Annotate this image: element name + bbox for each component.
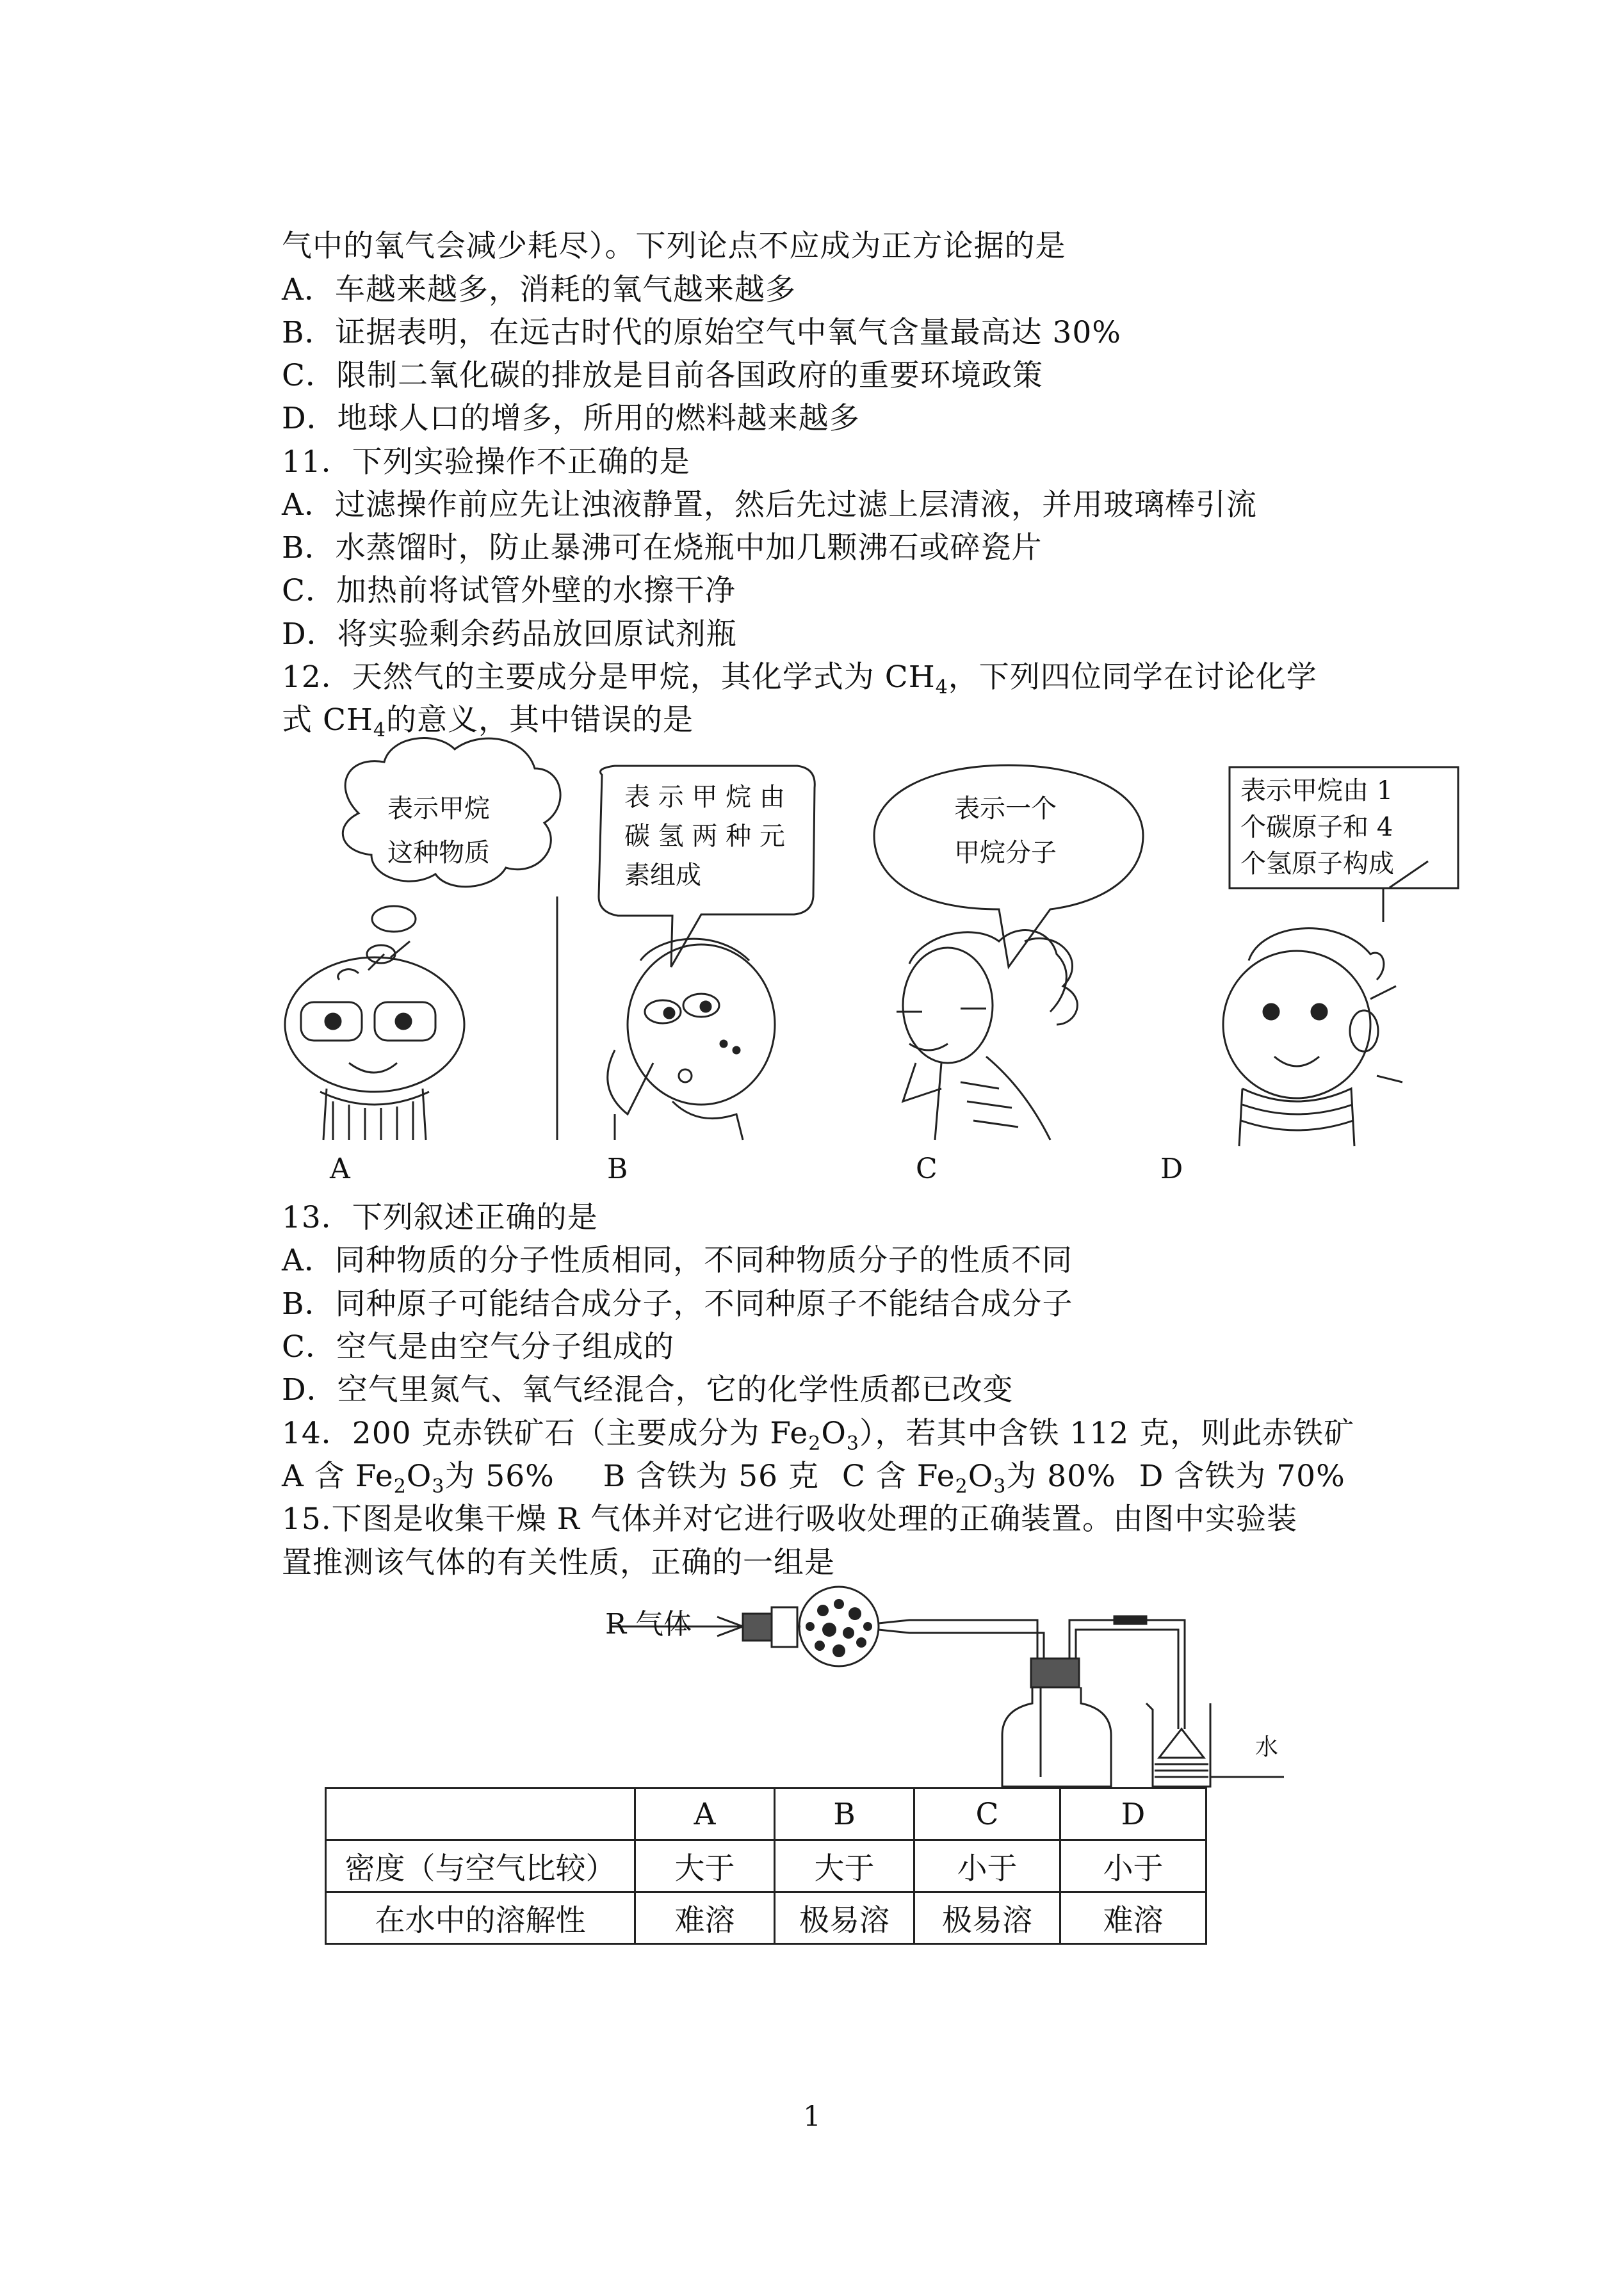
option-label-c: C xyxy=(916,1153,938,1185)
stopper xyxy=(1031,1658,1079,1687)
option-label-b: B xyxy=(607,1153,628,1185)
bubble-d-line1: 表示甲烷由 1 xyxy=(1240,776,1393,806)
text-line: 气中的氧气会减少耗尽）。下列论点不应成为正方论据的是 xyxy=(282,229,1066,264)
table-cell: B xyxy=(775,1788,914,1840)
gas-label: R 气体 xyxy=(605,1608,692,1641)
table-header-row xyxy=(326,1788,1206,1840)
text-line: C．限制二氧化碳的排放是目前各国政府的重要环境政策 xyxy=(282,358,1043,393)
text-line: D．将实验剩余药品放回原试剂瓶 xyxy=(282,617,737,652)
table-cell: C xyxy=(914,1788,1060,1840)
text-line: D．地球人口的增多，所用的燃料越来越多 xyxy=(282,401,860,436)
cartoon-boy-d xyxy=(1223,929,1402,1146)
question-12-line1: 12．天然气的主要成分是甲烷，其化学式为 $CH_4$，下列四位同学在讨论化学 xyxy=(282,660,1317,699)
text-line: D．空气里氮气、氧气经混合，它的化学性质都已改变 xyxy=(282,1372,1014,1407)
table-cell: 大于 xyxy=(635,1840,775,1892)
text-line: 11．下列实验操作不正确的是 xyxy=(282,444,690,480)
thought-dot xyxy=(367,945,395,963)
cartoon-boy-b xyxy=(608,939,775,1140)
question-14-line1: 14．200 克赤铁矿石（主要成分为 $Fe_2O_3$），若其中含铁 112 克，则此赤铁矿 xyxy=(282,1416,1355,1455)
text-line: A．同种物质的分子性质相同，不同种物质分子的性质不同 xyxy=(282,1243,1073,1278)
collection-bottle xyxy=(1002,1687,1111,1787)
table-cell: A xyxy=(635,1788,775,1840)
table-cell: D xyxy=(1060,1788,1206,1840)
text-line: A．车越来越多，消耗的氧气越来越多 xyxy=(282,272,796,307)
table-cell: 小于 xyxy=(1060,1840,1206,1892)
bubble-d-line3: 个氢原子构成 xyxy=(1240,849,1394,879)
table-cell: 在水中的溶解性 xyxy=(326,1892,635,1944)
text-line: B．同种原子可能结合成分子，不同种原子不能结合成分子 xyxy=(282,1286,1073,1322)
text-line: B．证据表明，在远古时代的原始空气中氧气含量最高达 30% xyxy=(282,315,1121,350)
text-line: B．水蒸馏时，防止暴沸可在烧瓶中加几颗沸石或碎瓷片 xyxy=(282,530,1043,565)
page-number: 1 xyxy=(803,2100,821,2133)
bubble-b-line2: 碳 氢 两 种 元 xyxy=(624,822,785,851)
table-cell: 极易溶 xyxy=(775,1892,914,1944)
drying-bulb xyxy=(799,1587,879,1666)
text-line: 13．下列叙述正确的是 xyxy=(282,1200,598,1235)
water-label: 水 xyxy=(1255,1734,1279,1760)
text-line: 置推测该气体的有关性质，正确的一组是 xyxy=(282,1545,835,1580)
bubble-c-line2: 甲烷分子 xyxy=(954,838,1057,868)
gas-properties-table xyxy=(325,1787,1207,1945)
table-row xyxy=(326,1840,1206,1892)
beaker xyxy=(1146,1703,1210,1787)
table-cell xyxy=(326,1788,635,1840)
text-line: C．空气是由空气分子组成的 xyxy=(282,1329,674,1365)
question-12-line2: 式 $CH_4$的意义，其中错误的是 xyxy=(282,702,694,742)
option-label-d: D xyxy=(1160,1153,1183,1185)
table-cell: 难溶 xyxy=(1060,1892,1206,1944)
option-label-a: A xyxy=(330,1153,350,1185)
text-line: A．过滤操作前应先让浊液静置，然后先过滤上层清液，并用玻璃棒引流 xyxy=(282,487,1257,523)
bubble-b-line1: 表 示 甲 烷 由 xyxy=(624,783,785,812)
table-cell: 小于 xyxy=(914,1840,1060,1892)
table-cell: 密度（与空气比较） xyxy=(326,1840,635,1892)
question-14-options: A 含 $Fe_2O_3$为 56% B 含铁为 56 克 C 含 $Fe_2O_3$为 80% D 含铁为 70% xyxy=(282,1459,1345,1498)
table-cell: 大于 xyxy=(775,1840,914,1892)
bubble-a-line1: 表示甲烷 xyxy=(387,794,490,823)
cartoon-kid-a xyxy=(285,941,464,1140)
funnel xyxy=(1159,1729,1204,1758)
bubble-b-line3: 素组成 xyxy=(624,861,701,890)
bubble-d-line2: 个碳原子和 4 xyxy=(1240,813,1393,842)
bubble-c-line1: 表示一个 xyxy=(954,794,1057,823)
text-line: C．加热前将试管外壁的水擦干净 xyxy=(282,573,736,608)
table-cell: 极易溶 xyxy=(914,1892,1060,1944)
thought-dot xyxy=(372,906,416,932)
table-row xyxy=(326,1892,1206,1944)
cartoon-girl-c xyxy=(897,930,1077,1140)
text-line: 15.下图是收集干燥 R 气体并对它进行吸收处理的正确装置。由图中实验装 xyxy=(282,1502,1298,1537)
table-cell: 难溶 xyxy=(635,1892,775,1944)
bubble-a-line2: 这种物质 xyxy=(387,838,490,868)
